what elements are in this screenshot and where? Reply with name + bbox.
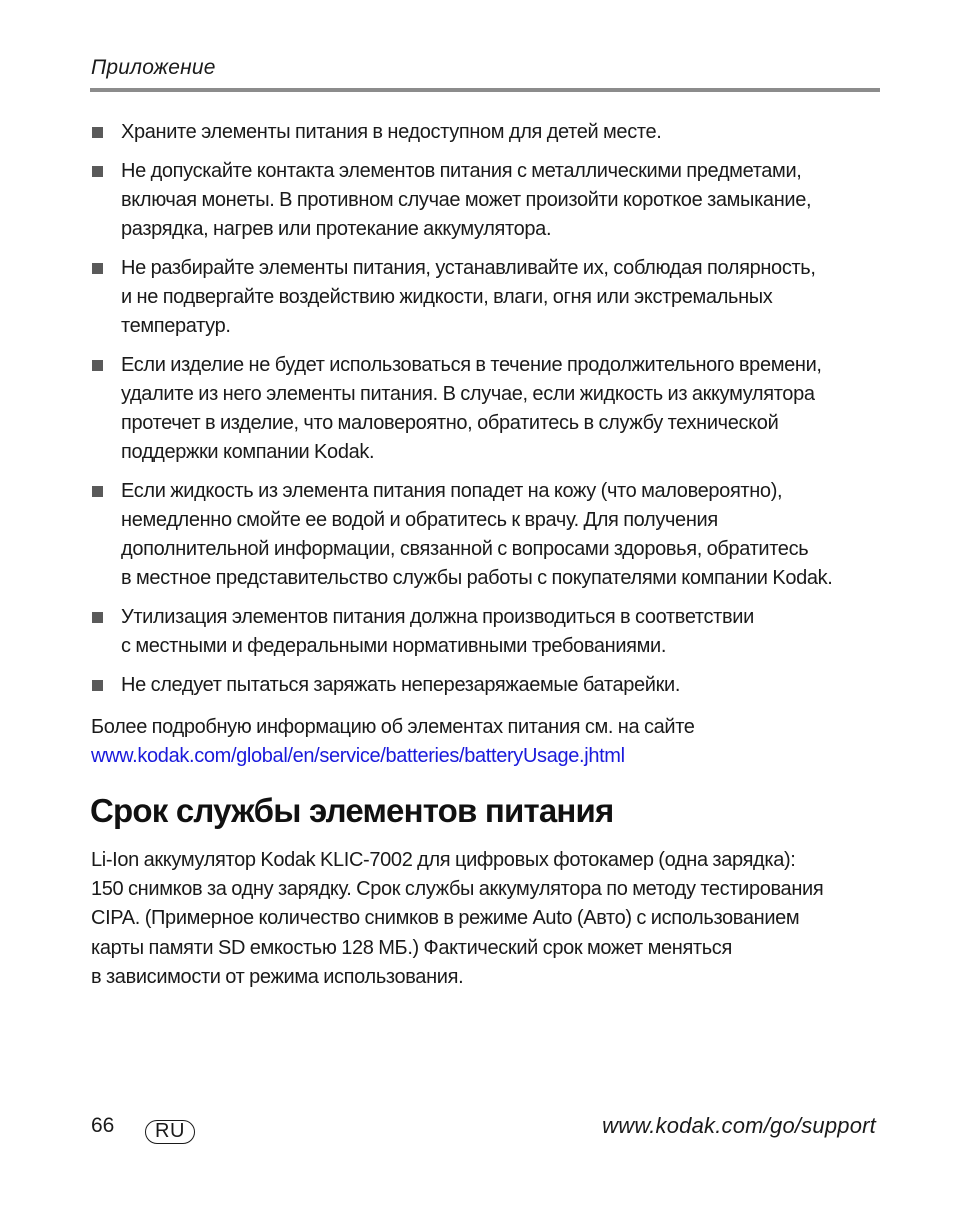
battery-usage-link[interactable]: www.kodak.com/global/en/service/batteries/batteryUsage.jhtml [91, 745, 625, 768]
list-item-line: Утилизация элементов питания должна производиться в соответствии [121, 606, 754, 628]
battery-info-note [91, 713, 695, 771]
list-item-line: Не следует пытаться заряжать неперезаряжаемые батарейки. [121, 673, 681, 696]
list-item-line: Если изделие не будет использоваться в течение продолжительного времени, [121, 353, 822, 376]
list-item-line: и не подвергайте воздействию жидкости, влаги, огня или экстремальных [121, 285, 773, 308]
square-bullet-icon [92, 166, 103, 177]
square-bullet-icon [92, 486, 103, 497]
list-item [91, 157, 891, 245]
list-item [91, 477, 891, 594]
list-item-line: Если жидкость из элемента питания попадет на кожу (что маловероятно), [121, 479, 783, 502]
square-bullet-icon [92, 127, 103, 138]
language-badge: RU [145, 1120, 195, 1144]
paragraph-line: в зависимости от режима использования. [91, 965, 464, 988]
list-item-line: включая монеты. В противном случае может произойти короткое замыкание, [121, 188, 812, 211]
list-item-line: температур. [121, 315, 231, 337]
paragraph-line: Li-Ion аккумулятор Kodak KLIC-7002 для цифровых фотокамер (одна зарядка): [91, 849, 796, 871]
list-item-line: Храните элементы питания в недоступном для детей месте. [121, 121, 662, 143]
list-item-line: в местное представительство службы работы с покупателями компании Kodak. [121, 567, 833, 590]
list-item-line: дополнительной информации, связанной с вопросами здоровья, обратитесь [121, 538, 809, 561]
square-bullet-icon [92, 680, 103, 691]
list-item-line: с местными и федеральными нормативными требованиями. [121, 635, 667, 658]
list-item-line: удалите из него элементы питания. В случае, если жидкость из аккумулятора [121, 382, 815, 405]
page-number: 66 [91, 1114, 115, 1137]
square-bullet-icon [92, 612, 103, 623]
list-item-line: немедленно смойте ее водой и обратитесь к врачу. Для получения [121, 509, 718, 531]
footer-support-url: www.kodak.com/go/support [602, 1113, 876, 1138]
paragraph-line: CIPA. (Примерное количество снимков в режиме Auto (Авто) с использованием [91, 907, 800, 930]
battery-info-text: Более подробную информацию об элементах питания см. на сайте [91, 716, 695, 738]
list-item-line: Не допускайте контакта элементов питания с металлическими предметами, [121, 159, 802, 182]
battery-life-paragraph [91, 846, 823, 992]
list-item [91, 351, 891, 468]
square-bullet-icon [92, 263, 103, 274]
header-divider [90, 88, 880, 92]
section-heading-battery-life: Срок службы элементов питания [90, 792, 614, 829]
list-item [91, 603, 891, 661]
paragraph-line: 150 снимков за одну зарядку. Срок службы аккумулятора по методу тестирования [91, 878, 824, 901]
safety-bullet-list [91, 118, 891, 709]
paragraph-line: карты памяти SD емкостью 128 МБ.) Фактический срок может меняться [91, 936, 732, 959]
list-item-line: Не разбирайте элементы питания, устанавливайте их, соблюдая полярность, [121, 256, 816, 279]
list-item [91, 254, 891, 342]
list-item-line: поддержки компании Kodak. [121, 441, 375, 464]
page-header-title: Приложение [91, 56, 216, 79]
list-item [91, 118, 891, 147]
square-bullet-icon [92, 360, 103, 371]
list-item-line: протечет в изделие, что маловероятно, обратитесь в службу технической [121, 412, 779, 434]
list-item [91, 671, 891, 700]
list-item-line: разрядка, нагрев или протекание аккумулятора. [121, 218, 552, 240]
